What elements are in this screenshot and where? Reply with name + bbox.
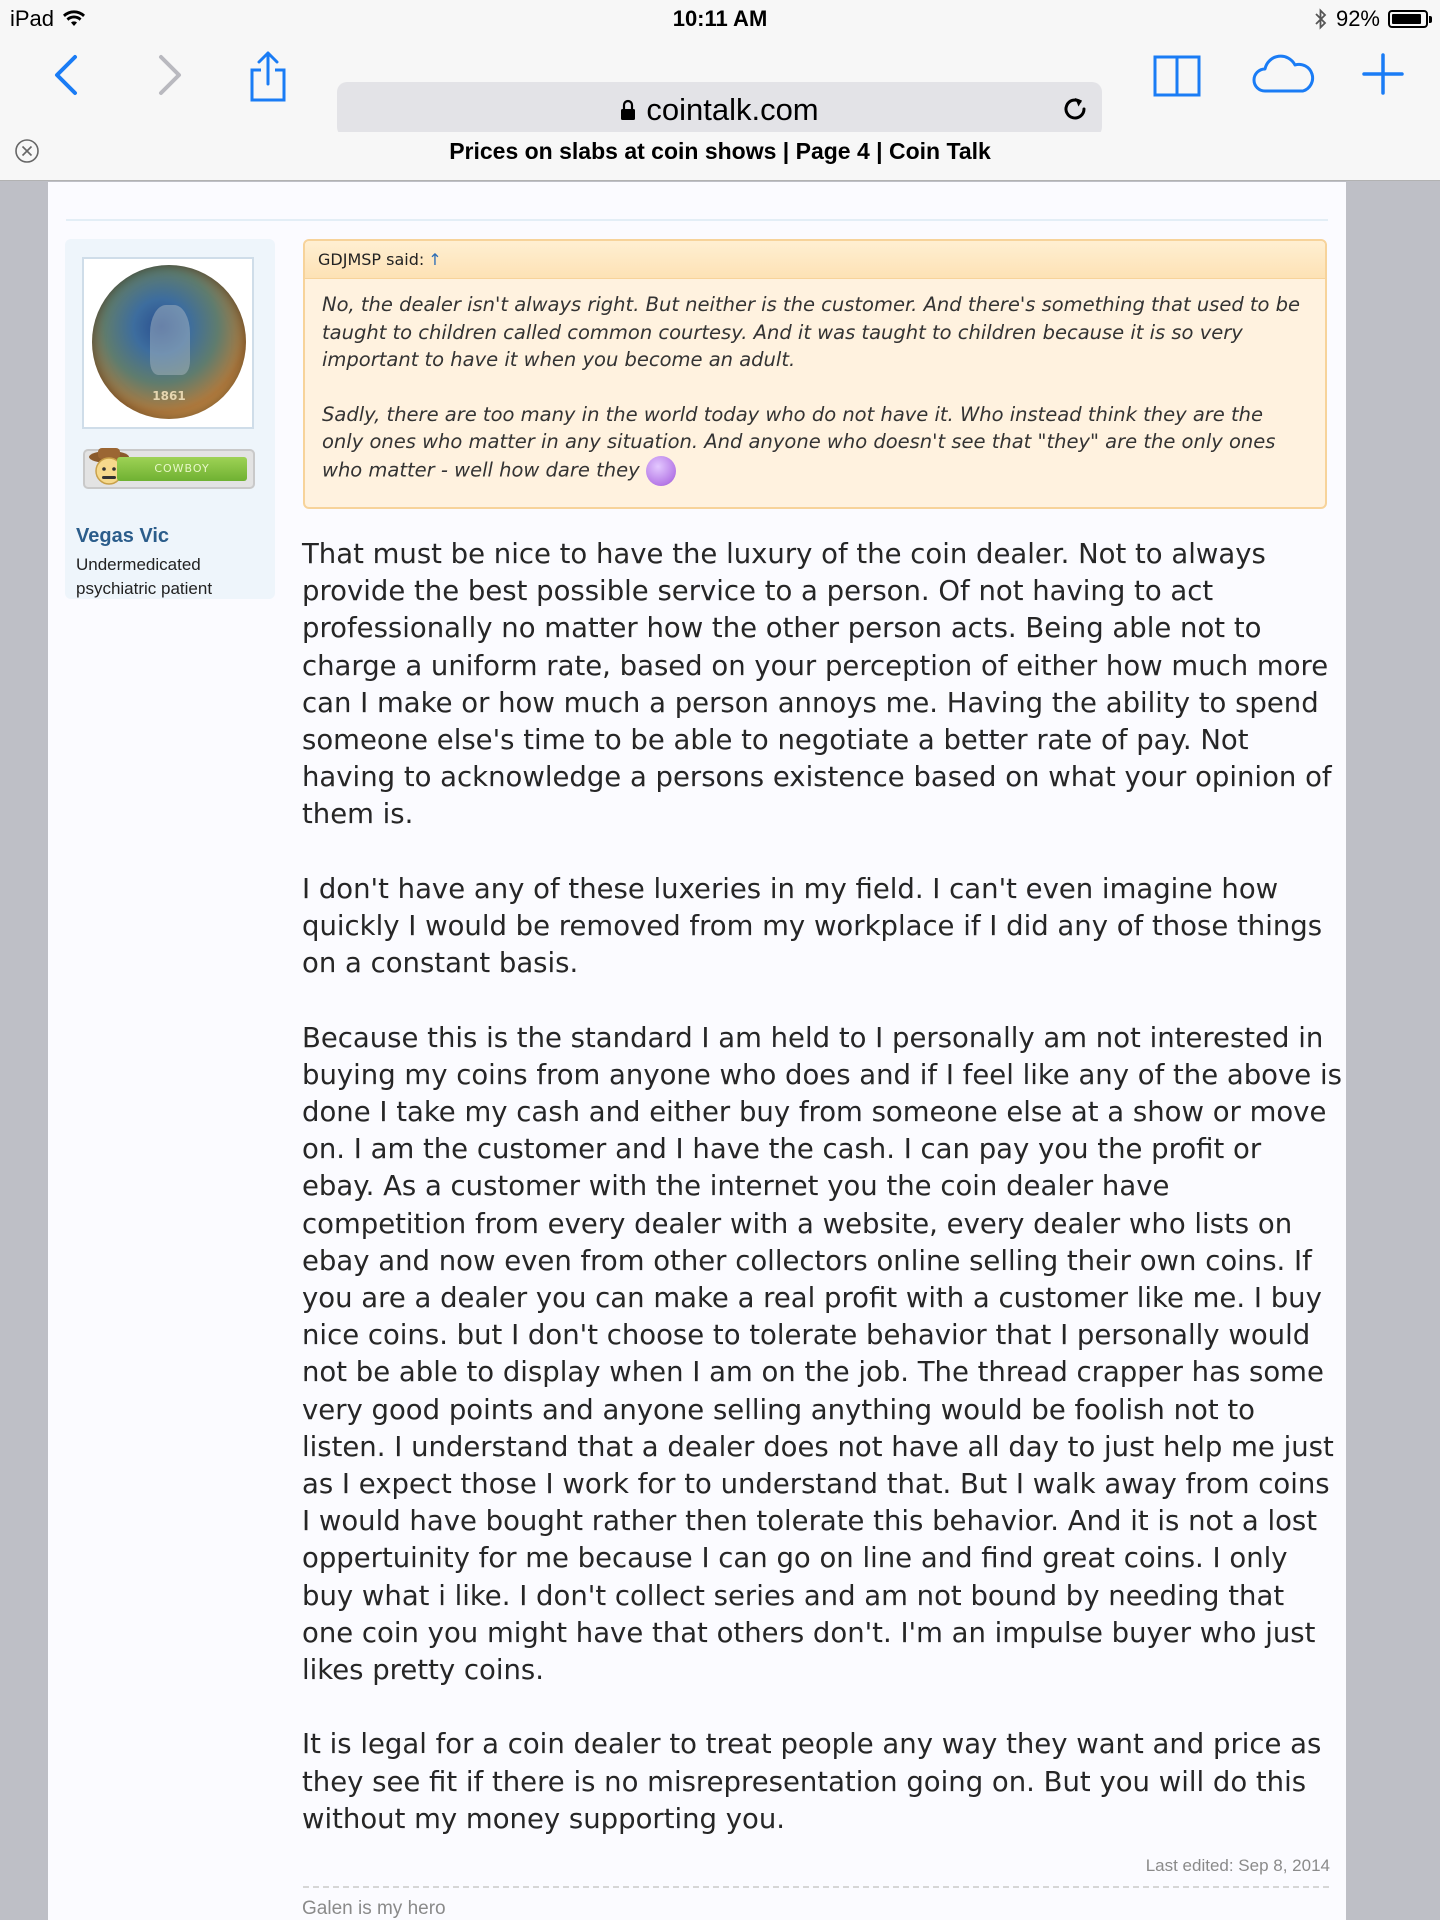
address-bar[interactable] [337, 82, 1102, 137]
coin-figure [150, 305, 190, 375]
battery-icon [1388, 10, 1428, 28]
quote-paragraph: No, the dealer isn't always right. But neither is the customer. And there's something that used to be taught to children called common courtesy. And it was taught to children because it is so very important to have it when you become an adult. [322, 293, 1301, 371]
jump-to-quote-icon[interactable]: ↑ [428, 250, 442, 269]
status-bar [0, 0, 1440, 38]
url-text: cointalk.com [646, 91, 819, 127]
signature-divider [303, 1886, 1329, 1888]
page-content [48, 182, 1346, 1920]
post-message [302, 536, 1342, 1875]
chevron-left-icon [53, 53, 79, 97]
plus-icon [1362, 53, 1404, 95]
user-panel [65, 239, 275, 599]
post-paragraph: I don't have any of these luxeries in my field. I can't even imagine how quickly I would be removed from my workplace if I did any of those things on a constant basis. [302, 872, 1323, 980]
back-button[interactable] [48, 52, 84, 98]
quote-block [303, 239, 1327, 509]
smiley-icon [646, 456, 676, 486]
post-paragraph: Because this is the standard I am held to I personally am not interested in buying my coins from anyone who does and if I feel like any of the above is done I take my cash and either buy from someone else at a show or move on. I am the customer and I have the cash. I can pay you the profit or ebay. As a customer with the internet you the coin dealer have competition from every dealer with a website, every dealer who lists on ebay and now even from other collectors online selling their own coins. If you are a dealer you can make a real profit with a customer like me. I buy nice coins. but I don't choose to tolerate behavior that I personally would not be able to display when I am on the job. The thread crapper has some very good points and anyone selling anything would be foolish not to listen. I understand that a dealer does not have all day to just help me just as I expect those I work for to understand that. But I walk away from coins I would have bought rather then tolerate this behavior. And it is not a lost oppertuinity for me because I can go on line and find great coins. I only buy what i like. I don't collect series and am not bound by needing that one coin you might have that others don't. I'm an impulse buyer who just likes pretty coins. [302, 1021, 1342, 1687]
bluetooth-icon [1314, 8, 1328, 30]
tab-title[interactable]: Prices on slabs at coin shows | Page 4 | Coin Talk [449, 138, 991, 164]
badge-label: COWBOY [117, 457, 247, 481]
signature: Galen is my hero [302, 1898, 446, 1919]
share-button[interactable] [244, 48, 292, 104]
post-paragraph: It is legal for a coin dealer to treat people any way they want and price as they see fit if there is no misrepresentation going on. But you will do this without my money supporting you. [302, 1728, 1322, 1835]
battery-percent: 92% [1335, 6, 1380, 31]
share-icon [248, 50, 288, 102]
bookmarks-button[interactable] [1150, 48, 1204, 100]
user-badge [83, 449, 255, 489]
quote-paragraph [322, 401, 1308, 486]
tab-bar [0, 132, 1440, 181]
user-title: Undermedicated psychiatric patient [76, 555, 213, 598]
battery-fill [1392, 14, 1421, 24]
icloud-tabs-button[interactable] [1250, 50, 1318, 98]
avatar[interactable] [82, 257, 254, 429]
quote-header [305, 241, 1325, 279]
username-link[interactable]: Vegas Vic [76, 525, 170, 547]
divider [66, 219, 1328, 221]
forward-button[interactable] [152, 52, 188, 98]
last-edited: Last edited: Sep 8, 2014 [1145, 1856, 1330, 1875]
quote-paragraph-text: Sadly, there are too many in the world today who do not have it. Who instead think they are the only ones who matter in any situation. And anyone who doesn't see that "they" are the only ones who matter - well how dare they [322, 402, 1276, 481]
post-paragraph: That must be nice to have the luxury of the coin dealer. Not to always provide the best possible service to a person. Of not having to act professionally no matter how the other person acts. Being able not to charge a uniform rate, based on your perception of either how much more can I make or how much a person annoys me. Having the ability to spend someone else's time to be able to negotiate a better rate of pay. Not having to acknowledge a persons existence based on what your opinion of them is. [302, 538, 1332, 831]
new-tab-button[interactable] [1360, 50, 1406, 98]
cloud-icon [1251, 54, 1317, 94]
quote-author: GDJMSP said: [318, 250, 425, 269]
coin-date: 1861 [152, 389, 186, 403]
reload-button[interactable] [1060, 94, 1090, 132]
clock: 10:11 AM [672, 6, 768, 31]
device-label: iPad [10, 6, 55, 31]
coin-avatar-image [92, 265, 246, 419]
reload-icon [1060, 94, 1090, 124]
book-icon [1152, 51, 1202, 97]
chevron-right-icon [157, 53, 183, 97]
browser-toolbar [0, 38, 1440, 142]
lock-icon [620, 99, 636, 121]
quote-text [305, 279, 1325, 486]
